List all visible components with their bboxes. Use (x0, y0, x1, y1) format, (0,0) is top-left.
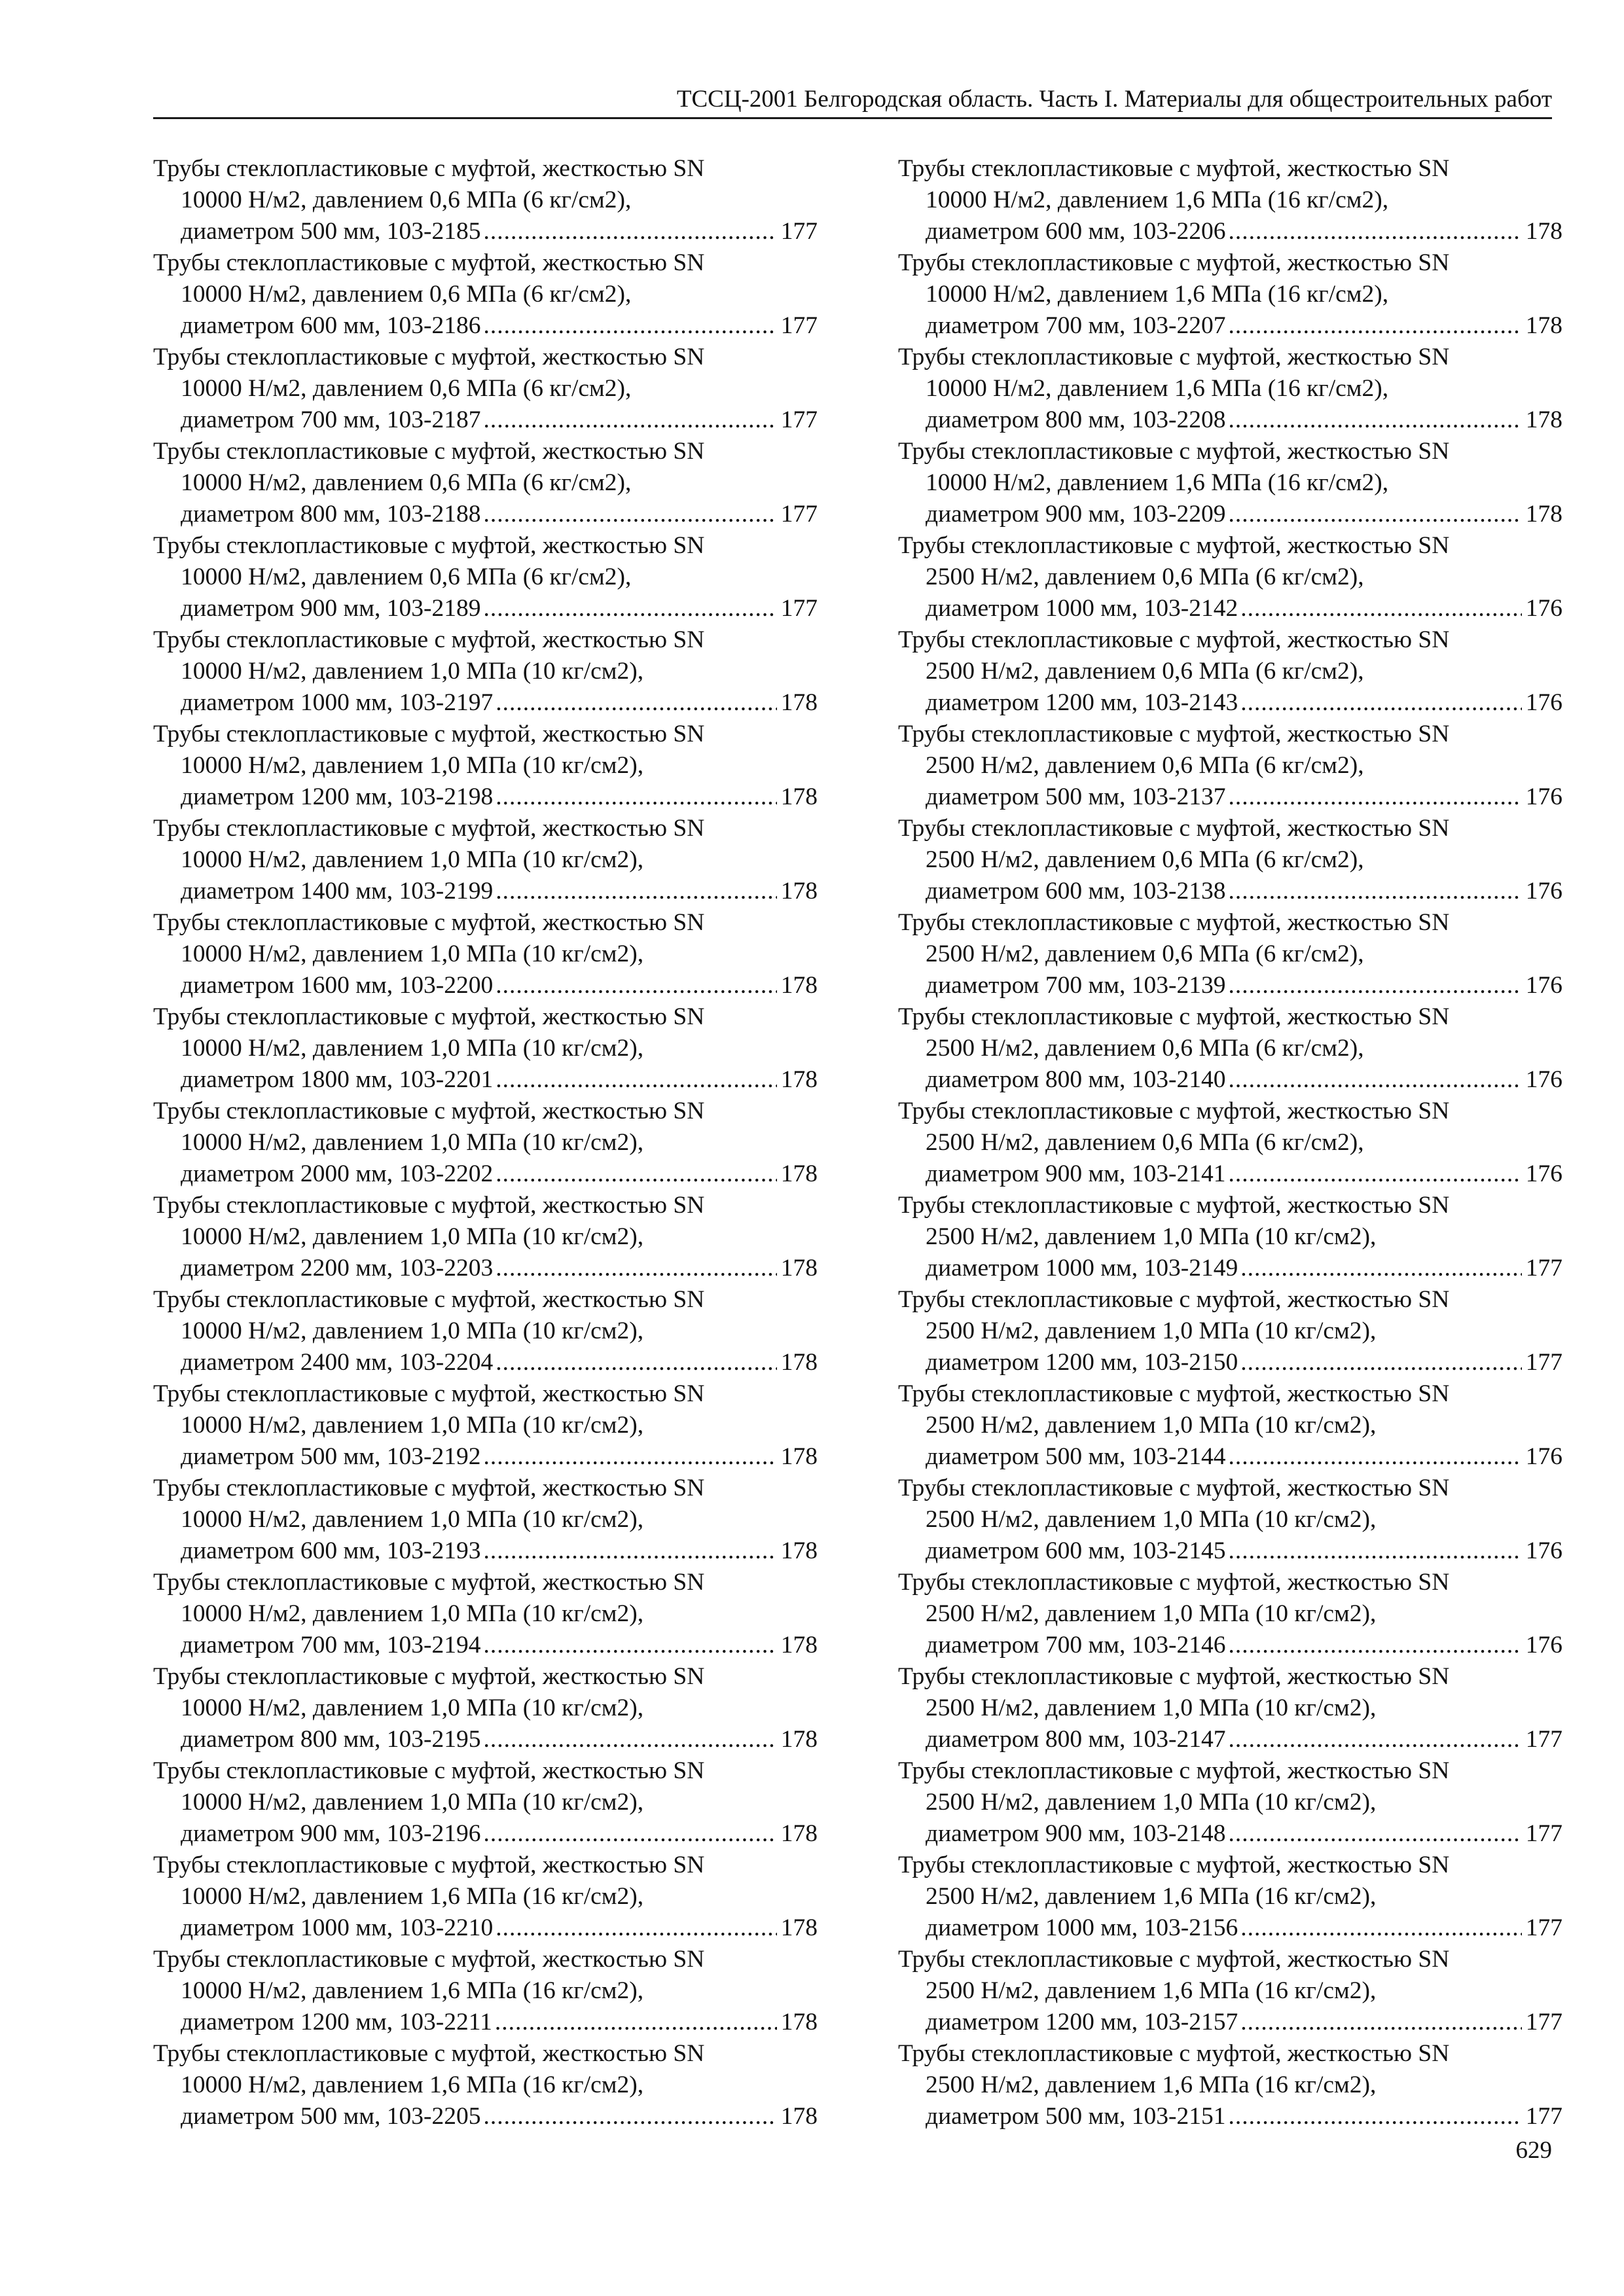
dot-leader (1240, 1347, 1522, 1378)
entry-diameter-line (898, 499, 1562, 530)
entry-diameter-code: диаметром 600 мм, 103-2138 (926, 878, 1226, 905)
index-entry (898, 1567, 1562, 1661)
entry-diameter-line (153, 1818, 818, 1850)
entry-page-ref: 177 (780, 595, 818, 622)
index-entry (898, 436, 1562, 530)
entry-page-ref: 178 (780, 1820, 818, 1847)
entry-spec-line: 2500 Н/м2, давлением 1,6 МПа (16 кг/см2), (926, 2072, 1377, 2098)
entry-diameter-code: диаметром 700 мм, 103-2187 (181, 406, 481, 433)
entry-diameter-code: диаметром 900 мм, 103-2209 (926, 501, 1226, 528)
entry-diameter-code: диаметром 600 мм, 103-2206 (926, 218, 1226, 245)
entry-title-line: Трубы стеклопластиковые с муфтой, жесткостью SN (898, 532, 1450, 559)
entry-diameter-line (153, 1630, 818, 1661)
page-header (153, 81, 1552, 119)
entry-page-ref: 177 (1525, 1820, 1562, 1847)
index-entry (898, 1378, 1562, 1473)
entry-title-line: Трубы стеклопластиковые с муфтой, жесткостью SN (898, 815, 1450, 842)
entry-title-line: Трубы стеклопластиковые с муфтой, жесткостью SN (898, 1192, 1450, 1219)
entry-title-line: Трубы стеклопластиковые с муфтой, жесткостью SN (898, 2040, 1450, 2067)
entry-diameter-line (153, 1347, 818, 1378)
dot-leader (1228, 1158, 1521, 1190)
entry-spec-line: 10000 Н/м2, давлением 1,0 МПа (10 кг/см2), (181, 1789, 644, 1816)
index-entry (898, 247, 1562, 342)
header-title: ТССЦ-2001 Белгородская область. Часть I. Материалы для общестроительных работ (676, 86, 1552, 113)
entry-diameter-line (153, 1724, 818, 1755)
entry-spec-line: 10000 Н/м2, давлением 1,0 МПа (10 кг/см2), (181, 1600, 644, 1627)
entry-spec-line: 2500 Н/м2, давлением 1,0 МПа (10 кг/см2), (926, 1412, 1377, 1439)
entry-page-ref: 177 (780, 312, 818, 339)
dot-leader (496, 1064, 777, 1096)
entry-spec-line: 2500 Н/м2, давлением 0,6 МПа (6 кг/см2), (926, 1035, 1364, 1062)
dot-leader (483, 310, 776, 342)
entry-diameter-code: диаметром 500 мм, 103-2185 (181, 218, 481, 245)
entry-diameter-line (153, 1253, 818, 1284)
entry-page-ref: 176 (1525, 689, 1562, 716)
entry-diameter-line (898, 1535, 1562, 1567)
entry-spec-line: 10000 Н/м2, давлением 0,6 МПа (6 кг/см2), (181, 375, 632, 402)
entry-page-ref: 177 (1525, 2009, 1562, 2036)
dot-leader (496, 687, 777, 719)
entry-diameter-line (898, 593, 1562, 624)
index-entry (898, 530, 1562, 624)
entry-page-ref: 178 (780, 2103, 818, 2130)
entry-title-line: Трубы стеклопластиковые с муфтой, жесткостью SN (898, 1475, 1450, 1501)
entry-title-line: Трубы стеклопластиковые с муфтой, жесткостью SN (898, 344, 1450, 370)
entry-page-ref: 176 (1525, 1066, 1562, 1093)
entry-diameter-code: диаметром 1200 мм, 103-2211 (181, 2009, 492, 2036)
dot-leader (1228, 1818, 1521, 1850)
entry-diameter-line (898, 216, 1562, 247)
index-entry (153, 247, 818, 342)
entry-title-line: Трубы стеклопластиковые с муфтой, жесткостью SN (153, 1192, 705, 1219)
entry-diameter-line (898, 781, 1562, 813)
entry-title-line: Трубы стеклопластиковые с муфтой, жесткостью SN (898, 626, 1450, 653)
entry-diameter-code: диаметром 1000 мм, 103-2149 (926, 1255, 1238, 1282)
entry-diameter-line (898, 1630, 1562, 1661)
entry-spec-line: 10000 Н/м2, давлением 1,6 МПа (16 кг/см2), (926, 469, 1389, 496)
entry-title-line: Трубы стеклопластиковые с муфтой, жесткостью SN (898, 1098, 1450, 1124)
entry-page-ref: 177 (1525, 1726, 1562, 1753)
left-index-column (153, 153, 818, 2132)
entry-diameter-line (153, 1535, 818, 1567)
entry-title-line: Трубы стеклопластиковые с муфтой, жесткостью SN (153, 249, 705, 276)
dot-leader (496, 876, 777, 907)
entry-diameter-line (898, 310, 1562, 342)
entry-spec-line: 10000 Н/м2, давлением 1,0 МПа (10 кг/см2), (181, 1035, 644, 1062)
dot-leader (1228, 1441, 1521, 1473)
entry-spec-line: 10000 Н/м2, давлением 1,0 МПа (10 кг/см2), (181, 1506, 644, 1533)
entry-diameter-code: диаметром 1200 мм, 103-2143 (926, 689, 1238, 716)
index-entry (153, 813, 818, 907)
entry-page-ref: 178 (780, 1066, 818, 1093)
entry-diameter-line (153, 499, 818, 530)
entry-diameter-code: диаметром 500 мм, 103-2205 (181, 2103, 481, 2130)
entry-diameter-code: диаметром 1200 мм, 103-2198 (181, 783, 494, 810)
entry-diameter-line (898, 1158, 1562, 1190)
entry-page-ref: 177 (780, 406, 818, 433)
entry-page-ref: 176 (1525, 1443, 1562, 1470)
entry-title-line: Трубы стеклопластиковые с муфтой, жесткостью SN (898, 1852, 1450, 1878)
dot-leader (1240, 687, 1522, 719)
entry-title-line: Трубы стеклопластиковые с муфтой, жесткостью SN (898, 155, 1450, 182)
entry-diameter-line (898, 687, 1562, 719)
entry-spec-line: 10000 Н/м2, давлением 1,6 МПа (16 кг/см2), (181, 1977, 644, 2004)
entry-title-line: Трубы стеклопластиковые с муфтой, жесткостью SN (153, 344, 705, 370)
index-entry (898, 1096, 1562, 1190)
entry-spec-line: 2500 Н/м2, давлением 0,6 МПа (6 кг/см2), (926, 941, 1364, 967)
entry-page-ref: 177 (780, 218, 818, 245)
index-entry (153, 719, 818, 813)
entry-page-ref: 177 (1525, 1914, 1562, 1941)
index-entry (898, 153, 1562, 247)
entry-title-line: Трубы стеклопластиковые с муфтой, жесткостью SN (153, 1757, 705, 1784)
entry-spec-line: 2500 Н/м2, давлением 1,0 МПа (10 кг/см2), (926, 1506, 1377, 1533)
entry-page-ref: 178 (780, 783, 818, 810)
entry-spec-line: 2500 Н/м2, давлением 1,0 МПа (10 кг/см2), (926, 1318, 1377, 1344)
entry-spec-line: 10000 Н/м2, давлением 1,0 МПа (10 кг/см2), (181, 1412, 644, 1439)
entry-diameter-code: диаметром 800 мм, 103-2188 (181, 501, 481, 528)
index-entry (898, 1473, 1562, 1567)
entry-title-line: Трубы стеклопластиковые с муфтой, жесткостью SN (153, 1286, 705, 1313)
index-entry (898, 1755, 1562, 1850)
entry-title-line: Трубы стеклопластиковые с муфтой, жесткостью SN (153, 1003, 705, 1030)
index-entry (898, 1284, 1562, 1378)
entry-page-ref: 178 (1525, 406, 1562, 433)
entry-spec-line: 10000 Н/м2, давлением 1,0 МПа (10 кг/см2), (181, 752, 644, 779)
entry-diameter-code: диаметром 1200 мм, 103-2157 (926, 2009, 1238, 2036)
dot-leader (1228, 970, 1521, 1001)
entry-title-line: Трубы стеклопластиковые с муфтой, жесткостью SN (898, 438, 1450, 465)
dot-leader (483, 404, 776, 436)
dot-leader (495, 2007, 777, 2038)
entry-diameter-line (898, 970, 1562, 1001)
index-entry (153, 1755, 818, 1850)
entry-diameter-code: диаметром 800 мм, 103-2140 (926, 1066, 1226, 1093)
entry-diameter-code: диаметром 500 мм, 103-2192 (181, 1443, 481, 1470)
entry-title-line: Трубы стеклопластиковые с муфтой, жесткостью SN (153, 438, 705, 465)
index-entry (153, 436, 818, 530)
dot-leader (496, 1347, 777, 1378)
entry-diameter-line (153, 310, 818, 342)
entry-diameter-line (898, 1818, 1562, 1850)
index-entry (898, 1001, 1562, 1096)
entry-spec-line: 2500 Н/м2, давлением 0,6 МПа (6 кг/см2), (926, 846, 1364, 873)
index-entry (153, 1284, 818, 1378)
entry-page-ref: 178 (780, 2009, 818, 2036)
entry-spec-line: 2500 Н/м2, давлением 0,6 МПа (6 кг/см2), (926, 658, 1364, 685)
entry-diameter-code: диаметром 2400 мм, 103-2204 (181, 1349, 494, 1376)
dot-leader (483, 1535, 776, 1567)
entry-spec-line: 10000 Н/м2, давлением 1,0 МПа (10 кг/см2), (181, 846, 644, 873)
entry-spec-line: 2500 Н/м2, давлением 1,0 МПа (10 кг/см2), (926, 1223, 1377, 1250)
index-entry (153, 1473, 818, 1567)
entry-spec-line: 2500 Н/м2, давлением 1,6 МПа (16 кг/см2), (926, 1883, 1377, 1910)
index-entry (153, 2038, 818, 2132)
entry-title-line: Трубы стеклопластиковые с муфтой, жесткостью SN (898, 909, 1450, 936)
entry-spec-line: 10000 Н/м2, давлением 1,6 МПа (16 кг/см2), (926, 187, 1389, 213)
index-entry (153, 1001, 818, 1096)
entry-diameter-line (898, 1441, 1562, 1473)
entry-spec-line: 2500 Н/м2, давлением 0,6 МПа (6 кг/см2), (926, 752, 1364, 779)
entry-title-line: Трубы стеклопластиковые с муфтой, жесткостью SN (898, 1946, 1450, 1973)
index-entry (898, 1661, 1562, 1755)
dot-leader (1228, 216, 1521, 247)
entry-page-ref: 176 (1525, 1160, 1562, 1187)
dot-leader (1228, 1064, 1521, 1096)
entry-diameter-code: диаметром 1400 мм, 103-2199 (181, 878, 494, 905)
entry-spec-line: 10000 Н/м2, давлением 1,6 МПа (16 кг/см2), (181, 2072, 644, 2098)
index-entry (153, 1850, 818, 1944)
entry-diameter-code: диаметром 1600 мм, 103-2200 (181, 972, 494, 999)
entry-page-ref: 178 (780, 1255, 818, 1282)
index-entry (898, 2038, 1562, 2132)
dot-leader (483, 216, 776, 247)
entry-page-ref: 178 (1525, 218, 1562, 245)
entry-diameter-line (898, 1724, 1562, 1755)
entry-page-ref: 178 (780, 1443, 818, 1470)
entry-page-ref: 178 (780, 689, 818, 716)
entry-diameter-code: диаметром 2200 мм, 103-2203 (181, 1255, 494, 1282)
entry-title-line: Трубы стеклопластиковые с муфтой, жесткостью SN (153, 815, 705, 842)
entry-spec-line: 10000 Н/м2, давлением 1,0 МПа (10 кг/см2), (181, 658, 644, 685)
dot-leader (1240, 1912, 1522, 1944)
entry-diameter-code: диаметром 500 мм, 103-2151 (926, 2103, 1226, 2130)
entry-diameter-code: диаметром 600 мм, 103-2145 (926, 1537, 1226, 1564)
entry-page-ref: 178 (780, 878, 818, 905)
entry-title-line: Трубы стеклопластиковые с муфтой, жесткостью SN (898, 249, 1450, 276)
entry-page-ref: 178 (780, 1726, 818, 1753)
dot-leader (483, 1724, 776, 1755)
entry-diameter-code: диаметром 700 мм, 103-2139 (926, 972, 1226, 999)
entry-diameter-code: диаметром 1000 мм, 103-2210 (181, 1914, 494, 1941)
entry-diameter-line (898, 1253, 1562, 1284)
dot-leader (483, 2101, 776, 2132)
index-entry (153, 1567, 818, 1661)
dot-leader (1240, 593, 1522, 624)
entry-page-ref: 178 (780, 1349, 818, 1376)
dot-leader (1240, 2007, 1522, 2038)
entry-page-ref: 178 (780, 1537, 818, 1564)
entry-spec-line: 10000 Н/м2, давлением 1,0 МПа (10 кг/см2), (181, 1318, 644, 1344)
dot-leader (483, 1818, 776, 1850)
entry-title-line: Трубы стеклопластиковые с муфтой, жесткостью SN (898, 1663, 1450, 1690)
entry-spec-line: 10000 Н/м2, давлением 1,6 МПа (16 кг/см2), (926, 281, 1389, 308)
index-entry (153, 1190, 818, 1284)
entry-spec-line: 10000 Н/м2, давлением 0,6 МПа (6 кг/см2), (181, 564, 632, 590)
entry-diameter-line (153, 2101, 818, 2132)
entry-diameter-code: диаметром 900 мм, 103-2141 (926, 1160, 1226, 1187)
entry-diameter-code: диаметром 600 мм, 103-2186 (181, 312, 481, 339)
right-index-column (898, 153, 1562, 2132)
entry-spec-line: 2500 Н/м2, давлением 1,6 МПа (16 кг/см2), (926, 1977, 1377, 2004)
entry-page-ref: 178 (780, 1632, 818, 1659)
entry-diameter-code: диаметром 2000 мм, 103-2202 (181, 1160, 494, 1187)
entry-title-line: Трубы стеклопластиковые с муфтой, жесткостью SN (153, 909, 705, 936)
dot-leader (496, 1253, 777, 1284)
entry-spec-line: 10000 Н/м2, давлением 1,0 МПа (10 кг/см2), (181, 941, 644, 967)
dot-leader (496, 781, 777, 813)
entry-spec-line: 10000 Н/м2, давлением 1,0 МПа (10 кг/см2), (181, 1695, 644, 1721)
dot-leader (483, 593, 776, 624)
entry-diameter-code: диаметром 700 мм, 103-2194 (181, 1632, 481, 1659)
entry-diameter-code: диаметром 1000 мм, 103-2197 (181, 689, 494, 716)
entry-page-ref: 178 (780, 1160, 818, 1187)
entry-diameter-code: диаметром 900 мм, 103-2148 (926, 1820, 1226, 1847)
dot-leader (1228, 404, 1521, 436)
entry-diameter-line (153, 1064, 818, 1096)
index-entry (153, 907, 818, 1001)
entry-diameter-code: диаметром 900 мм, 103-2189 (181, 595, 481, 622)
entry-spec-line: 2500 Н/м2, давлением 1,0 МПа (10 кг/см2), (926, 1695, 1377, 1721)
dot-leader (1228, 1535, 1521, 1567)
index-entry (898, 1944, 1562, 2038)
entry-spec-line: 2500 Н/м2, давлением 0,6 МПа (6 кг/см2), (926, 564, 1364, 590)
entry-diameter-line (898, 1347, 1562, 1378)
entry-page-ref: 176 (1525, 595, 1562, 622)
entry-diameter-line (153, 1912, 818, 1944)
entry-diameter-code: диаметром 1000 мм, 103-2156 (926, 1914, 1238, 1941)
entry-diameter-code: диаметром 1000 мм, 103-2142 (926, 595, 1238, 622)
index-entry (153, 624, 818, 719)
entry-diameter-code: диаметром 1800 мм, 103-2201 (181, 1066, 494, 1093)
entry-title-line: Трубы стеклопластиковые с муфтой, жесткостью SN (153, 626, 705, 653)
entry-spec-line: 10000 Н/м2, давлением 0,6 МПа (6 кг/см2), (181, 281, 632, 308)
entry-page-ref: 178 (1525, 312, 1562, 339)
index-entry (898, 342, 1562, 436)
entry-title-line: Трубы стеклопластиковые с муфтой, жесткостью SN (898, 1286, 1450, 1313)
entry-spec-line: 2500 Н/м2, давлением 0,6 МПа (6 кг/см2), (926, 1129, 1364, 1156)
entry-diameter-code: диаметром 900 мм, 103-2196 (181, 1820, 481, 1847)
entry-diameter-line (898, 404, 1562, 436)
index-entry (153, 1944, 818, 2038)
entry-diameter-line (153, 1441, 818, 1473)
entry-diameter-line (898, 1064, 1562, 1096)
entry-title-line: Трубы стеклопластиковые с муфтой, жесткостью SN (153, 1663, 705, 1690)
entry-page-ref: 177 (780, 501, 818, 528)
index-entry (898, 813, 1562, 907)
entry-diameter-line (898, 2101, 1562, 2132)
entry-title-line: Трубы стеклопластиковые с муфтой, жесткостью SN (153, 155, 705, 182)
entry-diameter-line (153, 2007, 818, 2038)
entry-spec-line: 10000 Н/м2, давлением 0,6 МПа (6 кг/см2), (181, 469, 632, 496)
index-entry (898, 1190, 1562, 1284)
entry-title-line: Трубы стеклопластиковые с муфтой, жесткостью SN (153, 1380, 705, 1407)
entry-diameter-line (153, 1158, 818, 1190)
entry-page-ref: 178 (780, 1914, 818, 1941)
entry-diameter-line (898, 876, 1562, 907)
entry-diameter-line (153, 593, 818, 624)
entry-spec-line: 10000 Н/м2, давлением 1,0 МПа (10 кг/см2), (181, 1129, 644, 1156)
entry-page-ref: 177 (1525, 2103, 1562, 2130)
dot-leader (1228, 1724, 1521, 1755)
entry-diameter-code: диаметром 500 мм, 103-2137 (926, 783, 1226, 810)
entry-spec-line: 10000 Н/м2, давлением 1,6 МПа (16 кг/см2), (181, 1883, 644, 1910)
index-entry (898, 907, 1562, 1001)
entry-diameter-line (153, 216, 818, 247)
entry-diameter-line (153, 404, 818, 436)
dot-leader (1228, 876, 1521, 907)
entry-title-line: Трубы стеклопластиковые с муфтой, жесткостью SN (898, 1380, 1450, 1407)
dot-leader (483, 499, 776, 530)
entry-diameter-code: диаметром 700 мм, 103-2146 (926, 1632, 1226, 1659)
entry-page-ref: 176 (1525, 1537, 1562, 1564)
entry-title-line: Трубы стеклопластиковые с муфтой, жесткостью SN (153, 1852, 705, 1878)
entry-spec-line: 2500 Н/м2, давлением 1,0 МПа (10 кг/см2), (926, 1600, 1377, 1627)
dot-leader (1228, 499, 1521, 530)
entry-diameter-line (153, 687, 818, 719)
dot-leader (1228, 310, 1521, 342)
entry-diameter-code: диаметром 800 мм, 103-2195 (181, 1726, 481, 1753)
dot-leader (496, 970, 777, 1001)
entry-spec-line: 10000 Н/м2, давлением 0,6 МПа (6 кг/см2), (181, 187, 632, 213)
entry-title-line: Трубы стеклопластиковые с муфтой, жесткостью SN (898, 1003, 1450, 1030)
entry-diameter-code: диаметром 1200 мм, 103-2150 (926, 1349, 1238, 1376)
index-entry (898, 719, 1562, 813)
entry-diameter-code: диаметром 600 мм, 103-2193 (181, 1537, 481, 1564)
entry-diameter-code: диаметром 800 мм, 103-2208 (926, 406, 1226, 433)
entry-diameter-line (898, 2007, 1562, 2038)
page-number: 629 (1515, 2137, 1552, 2164)
index-entry (898, 624, 1562, 719)
entry-title-line: Трубы стеклопластиковые с муфтой, жесткостью SN (153, 1098, 705, 1124)
entry-title-line: Трубы стеклопластиковые с муфтой, жесткостью SN (153, 2040, 705, 2067)
entry-diameter-code: диаметром 500 мм, 103-2144 (926, 1443, 1226, 1470)
entry-diameter-line (153, 876, 818, 907)
dot-leader (496, 1912, 777, 1944)
entry-title-line: Трубы стеклопластиковые с муфтой, жесткостью SN (898, 721, 1450, 747)
dot-leader (483, 1630, 776, 1661)
dot-leader (483, 1441, 776, 1473)
dot-leader (1240, 1253, 1522, 1284)
entry-title-line: Трубы стеклопластиковые с муфтой, жесткостью SN (898, 1569, 1450, 1596)
entry-page-ref: 178 (1525, 501, 1562, 528)
index-entry (153, 1378, 818, 1473)
entry-title-line: Трубы стеклопластиковые с муфтой, жесткостью SN (153, 532, 705, 559)
entry-diameter-line (153, 970, 818, 1001)
entry-page-ref: 177 (1525, 1349, 1562, 1376)
entry-diameter-code: диаметром 800 мм, 103-2147 (926, 1726, 1226, 1753)
index-entry (153, 1096, 818, 1190)
entry-title-line: Трубы стеклопластиковые с муфтой, жесткостью SN (153, 1569, 705, 1596)
entry-page-ref: 178 (780, 972, 818, 999)
entry-page-ref: 176 (1525, 972, 1562, 999)
entry-title-line: Трубы стеклопластиковые с муфтой, жесткостью SN (153, 721, 705, 747)
index-entry (153, 342, 818, 436)
dot-leader (1228, 1630, 1521, 1661)
entry-title-line: Трубы стеклопластиковые с муфтой, жесткостью SN (153, 1475, 705, 1501)
entry-diameter-code: диаметром 700 мм, 103-2207 (926, 312, 1226, 339)
entry-page-ref: 176 (1525, 1632, 1562, 1659)
index-entry (153, 530, 818, 624)
index-entry (153, 153, 818, 247)
index-entry (898, 1850, 1562, 1944)
entry-spec-line: 2500 Н/м2, давлением 1,0 МПа (10 кг/см2), (926, 1789, 1377, 1816)
entry-diameter-line (153, 781, 818, 813)
entry-page-ref: 177 (1525, 1255, 1562, 1282)
entry-title-line: Трубы стеклопластиковые с муфтой, жесткостью SN (898, 1757, 1450, 1784)
entry-spec-line: 10000 Н/м2, давлением 1,0 МПа (10 кг/см2), (181, 1223, 644, 1250)
entry-page-ref: 176 (1525, 783, 1562, 810)
dot-leader (1228, 781, 1521, 813)
entry-title-line: Трубы стеклопластиковые с муфтой, жесткостью SN (153, 1946, 705, 1973)
entry-page-ref: 176 (1525, 878, 1562, 905)
index-entry (153, 1661, 818, 1755)
entry-spec-line: 10000 Н/м2, давлением 1,6 МПа (16 кг/см2), (926, 375, 1389, 402)
entry-diameter-line (898, 1912, 1562, 1944)
dot-leader (1228, 2101, 1521, 2132)
dot-leader (496, 1158, 777, 1190)
